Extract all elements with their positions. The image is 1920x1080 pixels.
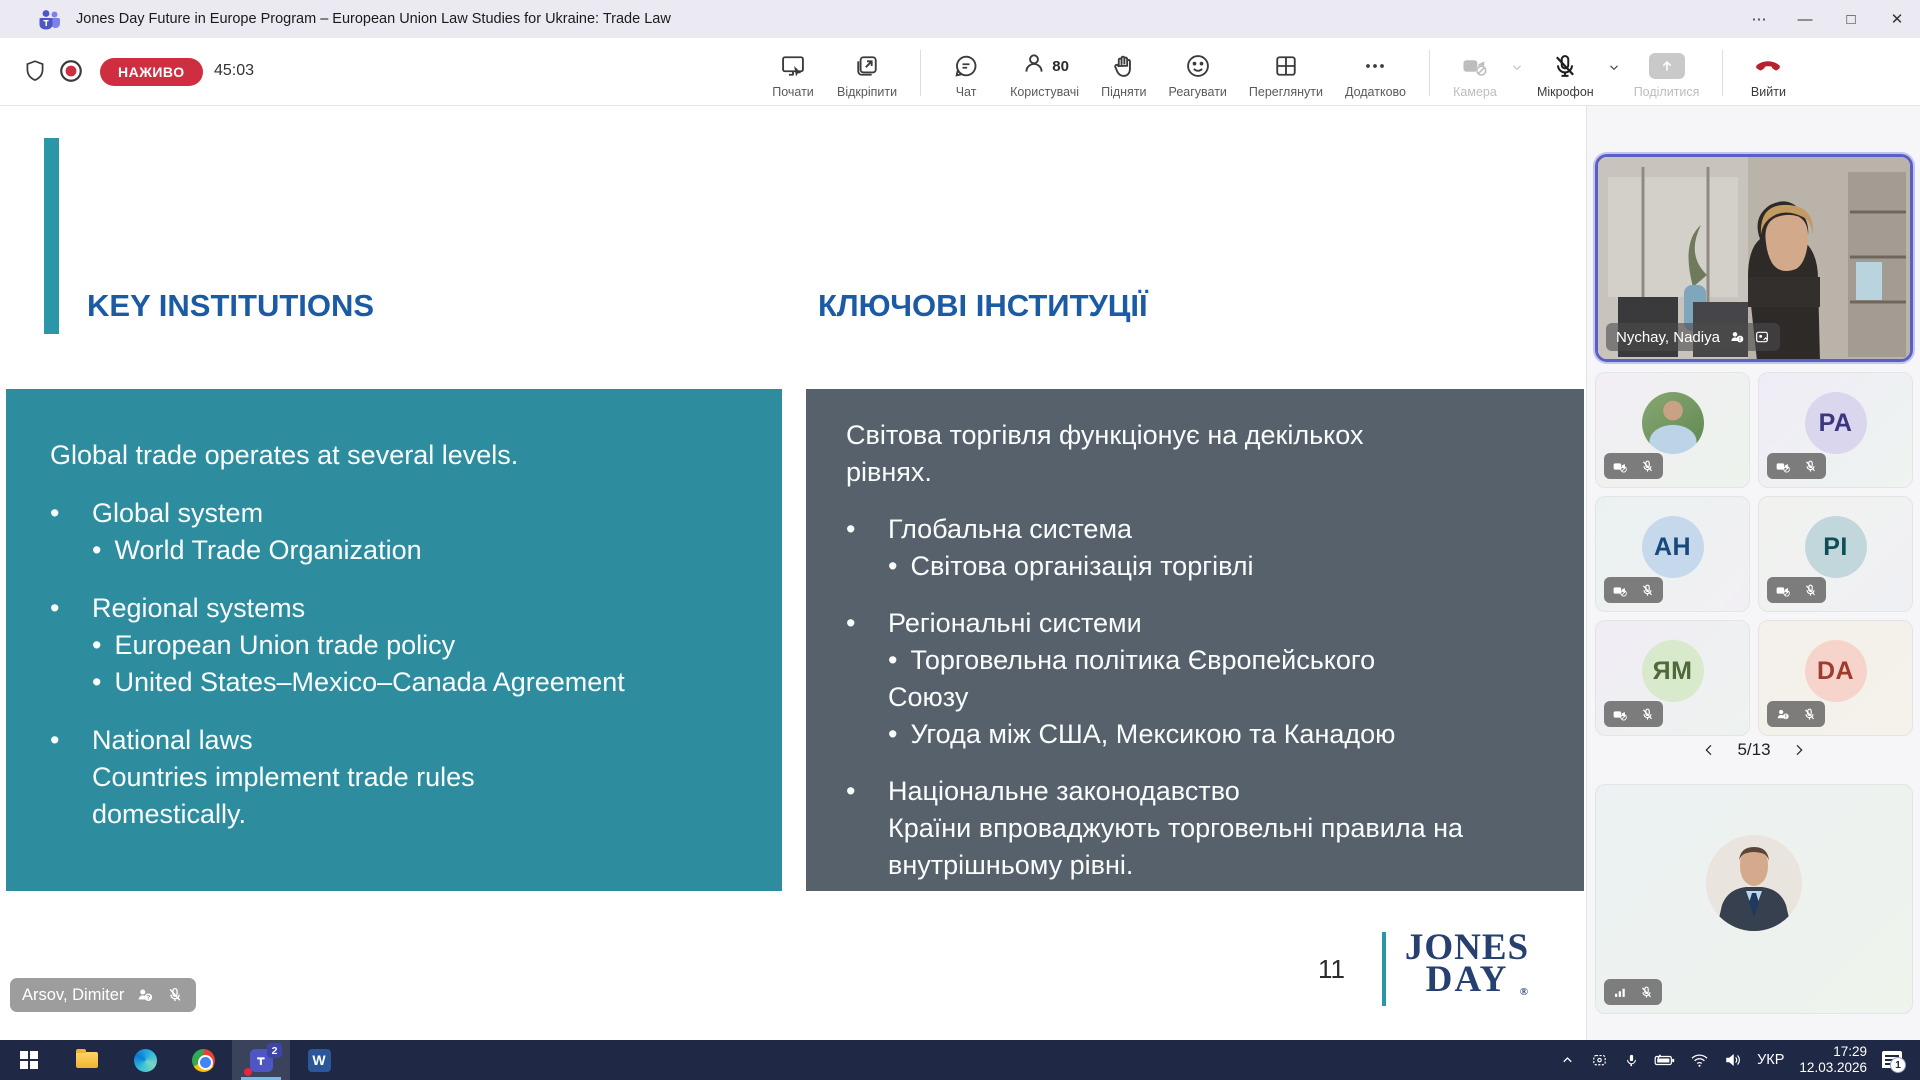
button-label: Відкріпити [837,85,898,99]
chat-button[interactable] [935,44,997,103]
svg-text:?: ? [146,994,151,1002]
people-icon [1020,50,1048,83]
active-speaker-name: Nychay, Nadiya [1616,328,1720,346]
participant-initials-avatar: PA [1805,392,1867,454]
battery-icon[interactable] [1654,1053,1675,1068]
participant-tile[interactable] [1595,372,1750,488]
mic-off-icon [1640,459,1655,474]
react-button[interactable] [1160,44,1236,103]
participant-status [1767,577,1826,603]
chrome-icon [192,1049,215,1072]
camera-off-icon [1775,583,1792,598]
teams-app-icon [38,7,62,31]
windows-logo-icon [20,1051,38,1069]
hang-up-icon [1753,52,1783,80]
bullet [846,511,888,548]
participant-grid [1595,372,1913,736]
wifi-icon[interactable] [1690,1053,1709,1068]
word-icon [308,1049,331,1072]
participant-status [1767,701,1825,727]
slide-title-uk: КЛЮЧОВІ ІНСТИТУЦІЇ [818,288,1148,323]
slide-title-en: KEY INSTITUTIONS [87,288,375,323]
meeting-device-icon[interactable] [1590,1052,1609,1069]
participant-initials-avatar: РІ [1805,516,1867,578]
attendee-info-icon [1775,707,1791,722]
participant-status [1604,701,1663,727]
word-letter: W [312,1052,326,1068]
pager-label: 5/13 [1737,740,1771,759]
mic-off-icon [1639,985,1654,1000]
slide-sub-bullet: Угода між США, Мексикою та Канадою [910,719,1396,749]
bullet [888,645,897,675]
slide-text-box-en [6,389,782,891]
bullet [50,722,92,759]
window-titlebar [0,0,1920,38]
gallery-pager [1587,740,1920,760]
raise-hand-button[interactable] [1092,44,1155,103]
attendee-info-icon [1729,329,1745,345]
video-sidebar [1586,106,1920,1040]
participant-tile[interactable] [1758,496,1913,612]
teams-taskbar-button[interactable] [232,1040,290,1080]
svg-text:!: ! [1784,713,1787,720]
slide-note: Країни впроваджують торговельні правила на внутрішньому рівні. [888,813,1464,880]
edge-button[interactable] [116,1040,174,1080]
more-options-button[interactable] [1336,44,1415,103]
presenter-name: Arsov, Dimiter [22,985,125,1004]
slide-sub-bullet: Торговельна політика Європейського Союзу [888,645,1376,712]
participant-status [1604,577,1663,603]
mic-off-icon [1640,707,1655,722]
participant-status [1604,979,1662,1005]
button-label: Поділитися [1633,85,1700,99]
mic-options-chevron[interactable] [1607,60,1621,79]
slide-accent-bar [44,138,59,334]
live-badge: НАЖИВО [100,58,203,86]
toolbar-divider [920,50,921,96]
participant-photo-avatar [1706,835,1802,931]
slide-bullet: Global system [92,498,264,528]
slide-note: Countries implement trade rules domestically. [92,762,475,829]
button-label: Реагувати [1168,85,1227,99]
active-speaker-name-pill [1606,323,1780,351]
slide-bullet: National laws [92,725,253,755]
meeting-timer: 45:03 [214,62,255,79]
slide-bullet: Регіональні системи [888,608,1142,638]
chrome-button[interactable] [174,1040,232,1080]
slide-bullet: Національне законодавство [888,776,1240,806]
ellipsis-icon [1361,52,1389,80]
window-minimize-button[interactable]: — [1797,10,1813,28]
bullet [846,605,888,642]
attendee-info-icon [136,986,154,1004]
camera-off-icon [1612,459,1629,474]
slide-bullet: Глобальна система [888,514,1133,544]
system-tray [1560,1040,1920,1080]
camera-off-icon [1612,707,1629,722]
pop-out-icon [853,52,881,80]
spotlight-icon [1754,329,1770,345]
slide-sub-bullet: European Union trade policy [114,630,456,660]
chat-icon [952,52,980,80]
window-maximize-button[interactable]: □ [1846,10,1856,28]
window-title: Jones Day Future in Europe Program – European Union Law Studies for Ukraine: Trade Law [76,11,671,27]
share-up-arrow-icon [1649,53,1685,79]
window-close-button[interactable]: ✕ [1890,11,1904,28]
start-presenting-button[interactable] [762,44,824,103]
participant-initials-avatar: АН [1642,516,1704,578]
slide-text-box-uk [806,389,1584,891]
speaker-icon[interactable] [1724,1052,1742,1068]
slide-sub-bullet: World Trade Organization [114,535,422,565]
tray-chevron-icon[interactable] [1560,1053,1575,1068]
mic-off-icon [1803,459,1818,474]
tray-mic-icon[interactable] [1624,1052,1639,1069]
participant-initials-avatar: DA [1805,640,1867,702]
participant-tile[interactable] [1758,372,1913,488]
camera-options-chevron[interactable] [1510,60,1524,79]
teams-notification-badge: 2 [267,1043,282,1058]
smiley-icon [1184,52,1212,80]
button-label: Користувачі [1010,85,1080,99]
folder-icon [76,1052,98,1068]
mic-off-icon [1640,583,1655,598]
mic-off-icon [166,986,184,1004]
share-button[interactable] [1625,44,1709,103]
active-speaker-video[interactable] [1595,154,1913,362]
participants-button[interactable] [1001,44,1088,103]
mic-off-icon [1803,583,1818,598]
recording-icon [58,58,84,89]
participant-photo-avatar [1642,392,1704,454]
mic-muted-icon [1551,52,1579,80]
microphone-button[interactable] [1528,44,1603,103]
camera-button[interactable] [1444,44,1506,103]
leave-button[interactable] [1737,44,1799,103]
bullet [888,551,897,581]
jones-day-logo [1402,927,1532,1000]
security-shield-icon [22,58,48,89]
bullet [50,495,92,532]
participant-status [1767,453,1826,479]
view-button[interactable] [1240,44,1332,103]
svg-text:!: ! [1738,337,1741,344]
edge-icon [134,1049,157,1072]
language-indicator[interactable]: УКР [1757,1052,1785,1068]
pager-previous-button[interactable] [1701,742,1717,758]
bullet [846,773,888,810]
teams-status-dot [244,1068,252,1076]
slide-intro-en: Global trade operates at several levels. [50,440,519,470]
presenter-name-pill [10,978,196,1012]
participant-tile-large[interactable] [1595,784,1913,1014]
button-label: Чат [955,85,977,99]
bullet [50,590,92,627]
tray-time: 17:29 [1833,1044,1867,1059]
logo-text-bottom: DAY [1425,958,1509,1000]
action-center-button[interactable] [1882,1051,1904,1069]
bullet [92,667,101,697]
word-button[interactable] [290,1040,348,1080]
logo-registered-mark: ® [1519,986,1530,999]
pager-next-button[interactable] [1791,742,1807,758]
window-more-button[interactable]: ⋯ [1751,11,1767,28]
toolbar-buttons [762,44,1799,103]
button-label: Додатково [1344,85,1406,99]
participant-initials-avatar: ЯМ [1642,640,1704,702]
slide-sub-bullet: United States–Mexico–Canada Agreement [114,667,625,697]
participant-status [1604,453,1663,479]
button-label: Переглянути [1248,85,1323,99]
slide-page-number: 11 [1318,954,1345,984]
logo-divider-line [1382,932,1386,1006]
bullet [92,535,101,565]
button-label: Мікрофон [1536,85,1594,99]
slide-bullet: Regional systems [92,593,306,623]
participant-tile[interactable] [1595,620,1750,736]
notification-count-badge: 1 [1890,1057,1906,1073]
grid-view-icon [1272,52,1300,80]
slide-intro-uk: Світова торгівля функціонує на декількох рівнях. [846,420,1364,487]
bullet [92,630,101,660]
camera-off-icon [1612,583,1629,598]
presentation-stage [0,106,1586,1040]
windows-taskbar [0,1040,1920,1080]
meeting-toolbar [0,38,1920,106]
present-screen-icon [779,52,807,80]
start-button[interactable] [0,1040,58,1080]
slide-sub-bullet: Світова організація торгівлі [910,551,1254,581]
window-controls [1736,0,1920,38]
unpin-button[interactable] [828,44,906,103]
button-label: Почати [772,85,814,99]
toolbar-divider [1429,50,1430,96]
tray-date: 12.03.2026 [1799,1060,1867,1075]
camera-off-icon [1460,52,1490,80]
signal-bars-icon [1612,985,1628,1000]
camera-off-icon [1775,459,1792,474]
file-explorer-button[interactable] [58,1040,116,1080]
button-label: Камера [1453,85,1497,99]
button-label: Вийти [1750,85,1786,99]
participant-tile[interactable] [1595,496,1750,612]
participant-tile[interactable] [1758,620,1913,736]
toolbar-divider [1722,50,1723,96]
participant-count: 80 [1052,57,1069,75]
bullet [888,719,897,749]
mic-off-icon [1802,707,1817,722]
logo-text-top: JONES [1404,927,1530,968]
button-label: Підняти [1101,85,1147,99]
raise-hand-icon [1110,52,1138,80]
clock[interactable] [1799,1044,1867,1076]
